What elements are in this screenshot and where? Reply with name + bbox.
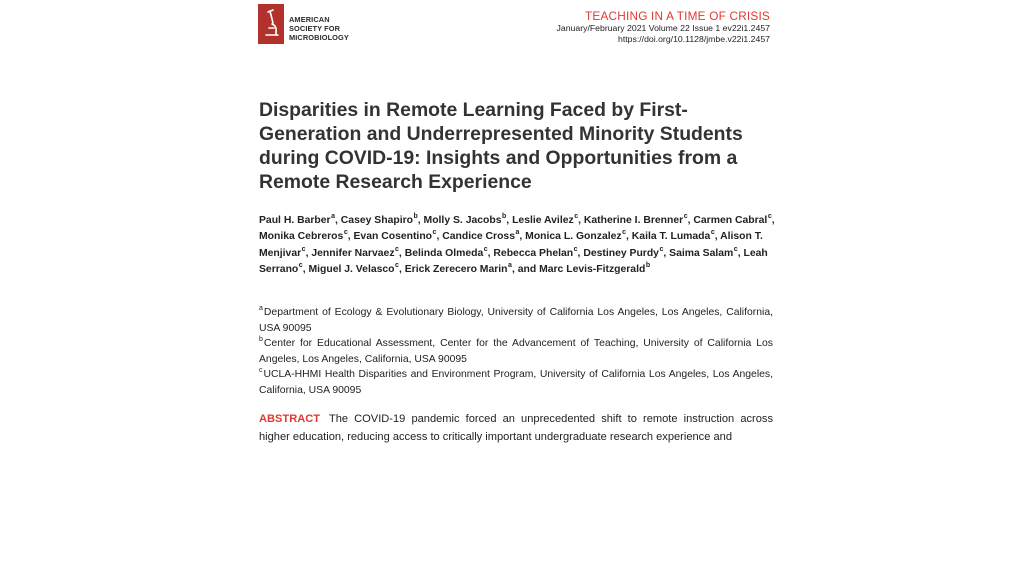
abstract [259, 410, 773, 446]
author-affiliation-mark: a [515, 229, 520, 237]
author-name[interactable]: Belinda Olmeda [404, 247, 484, 259]
publisher-name-line1: AMERICAN [289, 15, 330, 24]
author-separator: , [398, 263, 405, 275]
abstract-text: The COVID-19 pandemic forced an unprecedented shift to remote instruction across higher education, reducing access to critically important undergraduate research experience and [259, 413, 773, 443]
author-affiliation-mark: c [298, 261, 303, 269]
author-list [259, 213, 779, 278]
author-name[interactable]: Jennifer Narvaez [311, 247, 395, 259]
affiliation-item [259, 305, 773, 336]
affiliation-mark: a [259, 305, 263, 312]
author-name[interactable]: Destiney Purdy [583, 247, 659, 259]
author-separator: , [771, 215, 775, 226]
publisher-name-line2: SOCIETY FOR [289, 24, 341, 33]
author-separator: , [626, 231, 632, 243]
article-title: Disparities in Remote Learning Faced by First-Generation and Underrepresented Minority Students during COVID-19: Insights and Opportunities from a Remote Research Experience [259, 99, 743, 193]
affiliation-text: Center for Educational Assessment, Center for the Advancement of Teaching, University of California Los Angeles, Los Angeles, California, USA 90095 [259, 338, 773, 365]
author-name[interactable]: Evan Cosentino [353, 231, 433, 243]
author-affiliation-mark: c [573, 245, 578, 253]
author-separator: , [577, 247, 584, 259]
author-name[interactable]: Erick Zerecero Marin [404, 263, 508, 275]
author-name[interactable]: Leslie Avilez [512, 215, 574, 226]
author-affiliation-mark: c [574, 213, 579, 220]
author-separator: , [347, 231, 354, 243]
author-affiliation-mark: c [767, 213, 772, 220]
author-separator: , [487, 247, 494, 259]
affiliation-list [259, 305, 773, 398]
author-separator: , [714, 231, 721, 243]
author-name[interactable]: Marc Levis-Fitzgerald [539, 263, 646, 275]
series-title: TEACHING IN A TIME OF CRISIS [585, 9, 770, 23]
affiliation-mark: b [259, 336, 263, 343]
author-affiliation-mark: c [733, 245, 738, 253]
author-name[interactable]: Miguel J. Velasco [308, 263, 395, 275]
issue-info: January/February 2021 Volume 22 Issue 1 ev22i1.2457 [556, 23, 770, 33]
author-name[interactable]: Candice Cross [442, 231, 515, 243]
author-separator-last: , and [511, 263, 540, 275]
author-name[interactable]: Kaila T. Lumada [631, 231, 711, 243]
author-affiliation-mark: c [622, 229, 626, 237]
author-separator: , [302, 263, 309, 275]
author-name[interactable]: Monica L. Gonzalez [525, 231, 622, 243]
author-affiliation-mark: c [343, 229, 348, 237]
author-separator: , [687, 215, 694, 226]
abstract-label: ABSTRACT [259, 413, 321, 425]
author-name[interactable]: Molly S. Jacobs [423, 215, 502, 226]
author-affiliation-mark: b [502, 213, 507, 220]
author-name[interactable]: Rebecca Phelan [493, 247, 574, 259]
author-affiliation-mark: a [508, 261, 512, 269]
affiliation-mark: c [259, 367, 263, 374]
author-name[interactable]: Monika Cebreros [259, 231, 344, 243]
author-name[interactable]: Saima Salam [669, 247, 734, 259]
author-name[interactable]: Paul H. Barber [259, 215, 331, 226]
author-name[interactable]: Leah Serrano [259, 247, 768, 275]
author-separator: , [737, 247, 744, 259]
publisher-name-line3: MICROBIOLOGY [289, 33, 349, 42]
author-affiliation-mark: c [395, 245, 399, 253]
affiliation-item [259, 367, 773, 398]
author-affiliation-mark: a [331, 213, 336, 220]
author-separator: , [417, 215, 424, 226]
journal-header [557, 9, 770, 45]
author-name[interactable]: Casey Shapiro [340, 215, 413, 226]
author-name[interactable]: Carmen Cabral [693, 215, 768, 226]
author-separator: , [506, 215, 513, 226]
author-affiliation-mark: c [710, 229, 715, 237]
author-name[interactable]: Katherine I. Brenner [583, 215, 684, 226]
microscope-icon [258, 4, 284, 44]
author-affiliation-mark: c [683, 213, 688, 220]
author-affiliation-mark: b [645, 261, 651, 269]
author-separator: , [398, 247, 405, 259]
author-separator: , [578, 215, 584, 226]
author-name[interactable]: Alison T. Menjivar [259, 231, 763, 259]
doi-link[interactable]: https://doi.org/10.1128/jmbe.v22i1.2457 [618, 34, 770, 44]
affiliation-item [259, 336, 773, 367]
author-affiliation-mark: c [301, 245, 306, 253]
author-affiliation-mark: b [413, 213, 418, 220]
author-affiliation-mark: c [432, 229, 437, 237]
author-separator: , [519, 231, 526, 243]
author-separator: , [305, 247, 312, 259]
affiliation-text: Department of Ecology & Evolutionary Biology, University of California Los Angeles, Los Angeles, California, USA 90095 [259, 307, 773, 334]
affiliation-text: UCLA-HHMI Health Disparities and Environment Program, University of California Los Angeles, Los Angeles, California, USA 90095 [259, 369, 773, 396]
author-separator: , [436, 231, 443, 243]
publisher-name [289, 15, 349, 42]
author-affiliation-mark: c [483, 245, 488, 253]
author-affiliation-mark: c [395, 261, 399, 269]
author-separator: , [663, 247, 670, 259]
author-separator: , [335, 215, 341, 226]
publisher-logo[interactable] [258, 4, 349, 44]
author-affiliation-mark: c [659, 245, 664, 253]
